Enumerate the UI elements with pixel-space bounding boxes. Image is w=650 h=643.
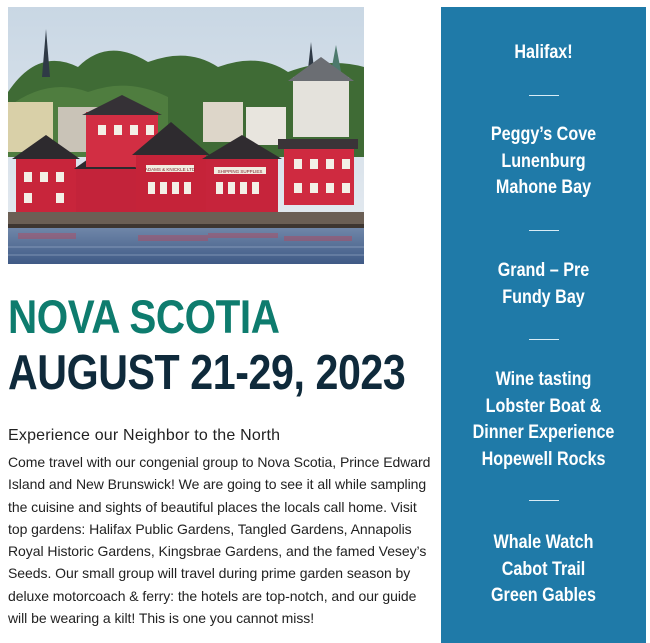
subtitle: Experience our Neighbor to the North bbox=[8, 427, 281, 444]
itinerary-item: Cabot Trail bbox=[501, 558, 586, 580]
itinerary-item: Lunenburg bbox=[501, 150, 586, 172]
itinerary-group-2 bbox=[456, 122, 630, 202]
itinerary-item: Grand – Pre bbox=[497, 260, 590, 281]
itinerary-item: Lobster Boat & bbox=[485, 395, 602, 417]
itinerary-group-3 bbox=[456, 258, 630, 311]
itinerary-item: Peggy’s Cove bbox=[490, 124, 597, 145]
description-paragraph: Come travel with our congenial group to Nova Scotia, Prince Edward Island and New Brunswick! We are going to see it all while sampling the cuisine and sights of beautiful places the locals call home. Visit top gardens: Halifax Public Gardens, Tangled Gardens, Annapolis Royal Historic Gardens, Kingsbrae Gardens, and the famed Vesey’s Seeds. Our small group will travel during prime garden season by deluxe motorcoach & ferry: the hotels are top-notch, and our guide will be wearing a kilt! This is one you cannot miss! bbox=[8, 454, 431, 627]
adams-knickle-sign: ADAMS & KNICKLE LTD bbox=[144, 167, 196, 172]
itinerary-item: Mahone Bay bbox=[495, 177, 592, 198]
itinerary-item: Dinner Experience bbox=[472, 422, 615, 443]
itinerary-item: Hopewell Rocks bbox=[481, 448, 606, 470]
itinerary-sidebar bbox=[441, 7, 646, 643]
itinerary-group-5 bbox=[456, 530, 630, 610]
itinerary-item: Whale Watch bbox=[493, 532, 594, 553]
divider bbox=[529, 95, 559, 96]
destination-title: NOVA SCOTIA bbox=[8, 290, 280, 343]
shipping-supplies-sign: SHIPPING SUPPLIES bbox=[217, 169, 263, 174]
waterfront-illustration bbox=[8, 7, 364, 264]
trip-dates-title: AUGUST 21-29, 2023 bbox=[8, 346, 406, 400]
divider bbox=[529, 339, 559, 340]
itinerary-item: Wine tasting bbox=[495, 369, 592, 390]
divider bbox=[529, 500, 559, 501]
divider bbox=[529, 230, 559, 231]
itinerary-group-4 bbox=[456, 367, 630, 473]
itinerary-item: Halifax! bbox=[514, 42, 573, 63]
itinerary-item: Fundy Bay bbox=[502, 286, 585, 308]
itinerary-group-1 bbox=[456, 40, 630, 67]
itinerary-item: Green Gables bbox=[490, 585, 597, 606]
lunenburg-waterfront-photo bbox=[8, 7, 364, 264]
